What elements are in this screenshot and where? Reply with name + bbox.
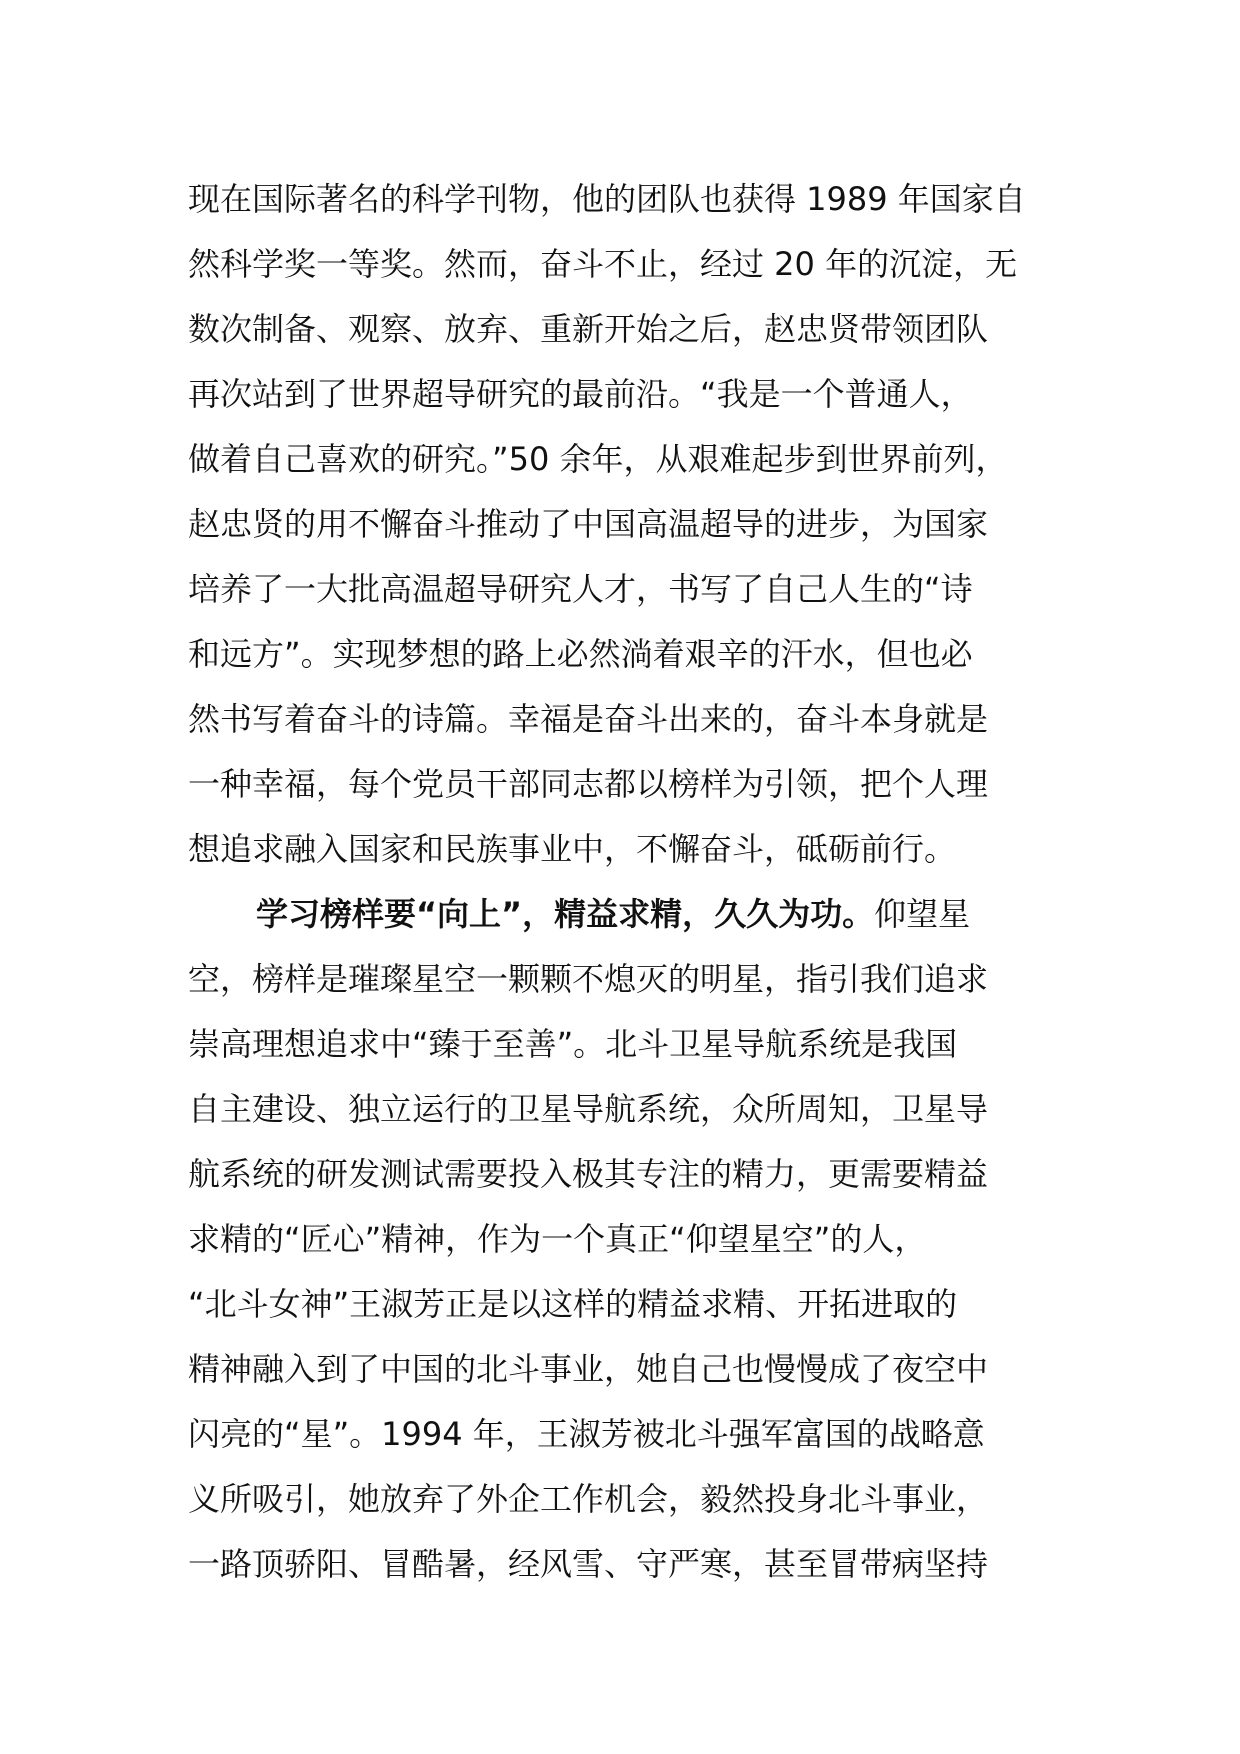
text-line: 想追求融入国家和民族事业中，不懈奋斗，砥砺前行。 <box>188 830 957 868</box>
text-line: 闪亮的“星”。1994 年，王淑芳被北斗强军富国的战略意 <box>188 1415 985 1453</box>
paragraph-2 <box>188 882 1088 1597</box>
text-line: 自主建设、独立运行的卫星导航系统，众所周知，卫星导 <box>188 1090 989 1128</box>
text-line: 义所吸引，她放弃了外企工作机会，毅然投身北斗事业， <box>188 1480 989 1518</box>
text-line: 和远方”。实现梦想的路上必然淌着艰辛的汗水，但也必 <box>188 635 973 673</box>
text-line: 崇高理想追求中“臻于至善”。北斗卫星导航系统是我国 <box>188 1025 958 1063</box>
text-line: 再次站到了世界超导研究的最前沿。“我是一个普通人， <box>188 375 973 413</box>
text-run: 仰望星 <box>874 895 971 933</box>
paragraph-1 <box>188 167 1088 882</box>
text-line: “北斗女神”王淑芳正是以这样的精益求精、开拓进取的 <box>188 1285 958 1323</box>
text-line: 数次制备、观察、放弃、重新开始之后，赵忠贤带领团队 <box>188 310 989 348</box>
text-line: 求精的“匠心”精神，作为一个真正“仰望星空”的人， <box>188 1220 927 1258</box>
text-line: 空，榜样是璀璨星空一颗颗不熄灭的明星，指引我们追求 <box>188 960 989 998</box>
text-line: 赵忠贤的用不懈奋斗推动了中国高温超导的进步，为国家 <box>188 505 989 543</box>
text-line: 现在国际著名的科学刊物，他的团队也获得 1989 年国家自 <box>188 180 1026 218</box>
paragraph-first-line <box>188 882 1088 947</box>
text-line: 然书写着奋斗的诗篇。幸福是奋斗出来的，奋斗本身就是 <box>188 700 989 738</box>
text-line: 做着自己喜欢的研究。”50 余年，从艰难起步到世界前列， <box>188 440 1008 478</box>
text-line: 然科学奖一等奖。然而，奋斗不止，经过 20 年的沉淀，无 <box>188 245 1018 283</box>
text-line: 航系统的研发测试需要投入极其专注的精力，更需要精益 <box>188 1155 989 1193</box>
text-line: 培养了一大批高温超导研究人才，书写了自己人生的“诗 <box>188 570 973 608</box>
text-line: 一路顶骄阳、冒酷暑，经风雪、守严寒，甚至冒带病坚持 <box>188 1545 989 1583</box>
body-text <box>188 167 1088 1597</box>
text-line: 精神融入到了中国的北斗事业，她自己也慢慢成了夜空中 <box>188 1350 989 1388</box>
text-line: 一种幸福，每个党员干部同志都以榜样为引领，把个人理 <box>188 765 989 803</box>
section-heading: 学习榜样要“向上”，精益求精，久久为功。 <box>256 895 875 933</box>
